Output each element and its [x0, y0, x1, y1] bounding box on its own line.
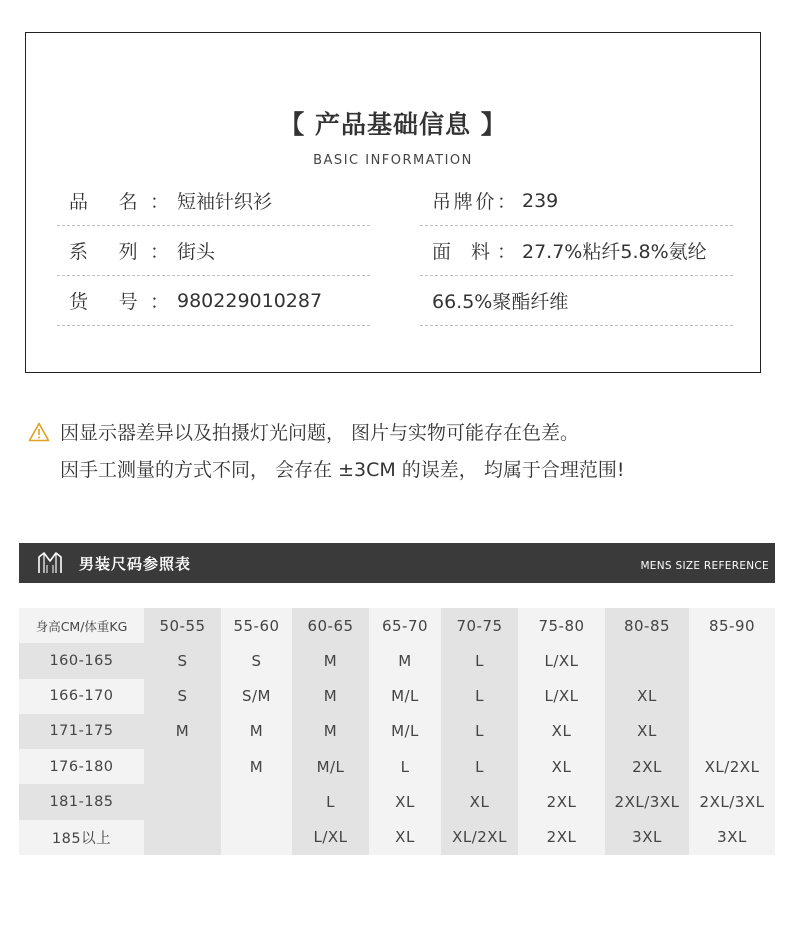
table-row: [19, 679, 775, 714]
weight-header: 55-60: [221, 608, 292, 643]
size-cell: XL: [518, 714, 605, 749]
table-row: [19, 784, 775, 819]
field-sku: [57, 276, 370, 326]
weight-header: 80-85: [605, 608, 689, 643]
size-chart-title: 男装尺码参照表: [79, 555, 192, 573]
size-cell: XL: [605, 714, 689, 749]
field-value: 短袖针织衫: [177, 191, 273, 213]
size-cell: L/XL: [518, 643, 605, 678]
shirt-logo-icon: [36, 551, 64, 575]
size-cell: S: [221, 643, 292, 678]
size-cell: M: [144, 714, 221, 749]
size-cell: S/M: [221, 679, 292, 714]
size-cell: M/L: [292, 749, 369, 784]
size-cell: 2XL: [518, 784, 605, 819]
field-value: 239: [522, 189, 559, 212]
size-table: [19, 608, 775, 855]
height-cell: 171-175: [19, 714, 144, 749]
field-fabric-continued: [420, 276, 733, 326]
notice-line-1: 因显示器差异以及拍摄灯光问题， 图片与实物可能存在色差。: [60, 422, 580, 444]
table-row: [19, 643, 775, 678]
size-cell: M/L: [369, 679, 441, 714]
size-cell: M: [292, 679, 369, 714]
size-cell: [144, 749, 221, 784]
size-cell: [689, 643, 775, 678]
size-cell: XL/2XL: [441, 820, 518, 855]
size-cell: XL: [605, 679, 689, 714]
size-cell: 2XL/3XL: [605, 784, 689, 819]
size-cell: 2XL/3XL: [689, 784, 775, 819]
weight-header: 85-90: [689, 608, 775, 643]
weight-header: 70-75: [441, 608, 518, 643]
field-label: 系 列：: [69, 241, 169, 263]
field-value: 27.7%粘纤5.8%氨纶: [522, 241, 707, 263]
table-header-row: [19, 608, 775, 643]
field-fabric: [420, 226, 733, 276]
size-cell: L: [441, 643, 518, 678]
size-cell: [221, 820, 292, 855]
height-cell: 181-185: [19, 784, 144, 819]
size-cell: XL/2XL: [689, 749, 775, 784]
size-cell: L: [292, 784, 369, 819]
height-cell: 160-165: [19, 643, 144, 678]
size-cell: M: [292, 643, 369, 678]
size-cell: L: [441, 714, 518, 749]
size-cell: 3XL: [605, 820, 689, 855]
size-cell: XL: [518, 749, 605, 784]
field-label: 面 料：: [432, 241, 516, 263]
corner-cell: 身高CM/体重KG: [19, 608, 144, 643]
size-cell: [144, 820, 221, 855]
field-product-name: [57, 176, 370, 226]
field-series: [57, 226, 370, 276]
size-cell: M: [221, 714, 292, 749]
info-subtitle: BASIC INFORMATION: [313, 153, 473, 168]
field-label: 吊牌价：: [432, 191, 516, 213]
warning-triangle-icon: [28, 422, 50, 442]
field-value: 66.5%聚酯纤维: [432, 291, 569, 313]
size-cell: [689, 679, 775, 714]
size-cell: XL: [369, 820, 441, 855]
size-cell: [144, 784, 221, 819]
size-cell: [605, 643, 689, 678]
table-row: [19, 749, 775, 784]
size-cell: L/XL: [518, 679, 605, 714]
field-label: 品 名：: [69, 191, 169, 213]
product-info-box: [25, 32, 761, 373]
size-cell: S: [144, 679, 221, 714]
height-cell: 176-180: [19, 749, 144, 784]
weight-header: 50-55: [144, 608, 221, 643]
size-cell: XL: [369, 784, 441, 819]
weight-header: 75-80: [518, 608, 605, 643]
field-value: 980229010287: [177, 289, 323, 312]
height-cell: 166-170: [19, 679, 144, 714]
field-value: 街头: [177, 241, 216, 263]
size-cell: [221, 784, 292, 819]
size-cell: 2XL: [518, 820, 605, 855]
info-title: 【 产品基础信息 】: [279, 110, 507, 139]
size-cell: 2XL: [605, 749, 689, 784]
size-cell: L: [441, 679, 518, 714]
size-cell: [689, 714, 775, 749]
weight-header: 65-70: [369, 608, 441, 643]
size-cell: L: [369, 749, 441, 784]
size-cell: M/L: [369, 714, 441, 749]
size-cell: M: [292, 714, 369, 749]
size-chart-title-en: MENS SIZE REFERENCE: [640, 560, 769, 572]
size-cell: M: [369, 643, 441, 678]
size-cell: L: [441, 749, 518, 784]
field-tag-price: [420, 176, 733, 226]
size-cell: XL: [441, 784, 518, 819]
size-cell: L/XL: [292, 820, 369, 855]
size-cell: 3XL: [689, 820, 775, 855]
size-cell: S: [144, 643, 221, 678]
table-row: [19, 714, 775, 749]
size-cell: M: [221, 749, 292, 784]
weight-header: 60-65: [292, 608, 369, 643]
height-cell: 185以上: [19, 820, 144, 855]
table-row: [19, 820, 775, 855]
notice-line-2: 因手工测量的方式不同， 会存在 ±3CM 的误差， 均属于合理范围!: [60, 459, 625, 481]
field-label: 货 号：: [69, 291, 169, 313]
size-chart-header: [19, 543, 775, 583]
